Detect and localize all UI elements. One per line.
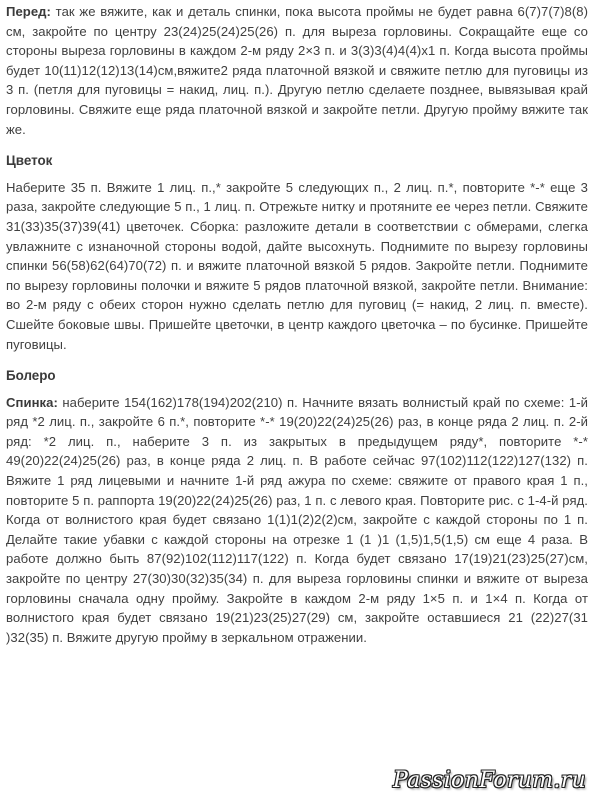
bolero-text: наберите 154(162)178(194)202(210) п. Начните вязать волнистый край по схеме: 1-й ряд *2 лиц. п., закройте 6 п.*, повторите *-* 19(20)22(24)25(26) раз, в конце ряда 2 лиц. п. 2-й ряд: *2 лиц. п., наберите 3 п. из закрытых в предыдущем ряду*, повторите *-* 49(20)22(24)25(26) раз, в конце ряда 2 лиц. п. В работе сейчас 97(102)112(122)127(132) п. Вяжите 1 ряд лицевыми и начните 1-й ряд ажура по схеме: свяжите от правого края 1 п., повторите 5 п. раппорта 19(20)22(24)25(26) раз, 1 п. с левого края. Повторите рис. с 1-4-й ряд. Когда от волнистого края будет связано 1(1)1(2)2(2)см, закройте с каждой стороны по 1 п. Делайте такие убавки с каждой стороны на отрезке 1 (1 )1 (1,5)1,5(1,5) см еще 4 раза. В работе должно быть 87(92)102(112)117(122) п. Когда будет связано 17(19)21(23)25(27)см, закройте по центру 27(30)30(32)35(34) п. для выреза горловины спинки и вяжите от выреза горловины сначала одну пройму. Закройте в каждом 2-м ряду 1×5 п. и 1×4 п. Когда от волнистого края будет связано 19(21)23(25)27(29) см, закройте оставшиеся 21 (22)27(31 )32(35) п. Вяжите другую пройму в зеркальном отражении.: [6, 394, 588, 645]
front-text: так же вяжите, как и деталь спинки, пока высота проймы не будет равна 6(7)7(7)8(8) см, закройте по центру 23(24)25(24)25(26) п. для выреза горловины. Сокращайте еще со стороны выреза горловины в каждом 2-м ряду 2×3 п. и 3(3)3(4)4(4)x1 п. Когда высота проймы будет 10(11)12(12)13(14)см,вяжите2 ряда платочной вязкой и свяжите петлю для пуговицы из 3 п. (петля для пуговицы = накид, лиц. п.). Другую петлю сделаете позднее, вывязывая край горловины. Свяжите еще ряда платочной вязкой и закройте петли. Другую пройму вяжите так же.: [6, 4, 588, 137]
bolero-lead: Спинка:: [6, 394, 58, 410]
flower-paragraph: Наберите 35 п. Вяжите 1 лиц. п.,* закройте 5 следующих п., 2 лиц. п.*, повторите *-* еще 3 раза, закройте следующие 5 п., 1 лиц. п. Отрежьте нитку и протяните ее через петли. Свяжите 31(33)35(37)39(41) цветочек. Сборка: разложите детали в соответствии с обмерами, слегка увлажните с изнаночной стороны водой, дайте высохнуть. Поднимите по вырезу горловины спинки 56(58)62(64)70(72) п. и вяжите платочной вязкой 5 рядов. Закройте петли. Поднимите по вырезу горловины полочки и вяжите 5 рядов платочной вязкой, закройте петли. Внимание: во 2-м ряду с обеих сторон нужно сделать петлю для пуговиц (= накид, 2 лиц. п. вместе). Сшейте боковые швы. Пришейте цветочки, в центр каждого цветочка – по бусинке. Пришейте пуговицы.: [6, 179, 588, 352]
flower-heading: Цветок: [6, 153, 53, 169]
front-paragraph: [6, 2, 588, 139]
front-lead: Перед:: [6, 4, 51, 19]
bolero-paragraph: [6, 393, 588, 648]
bolero-heading: Болеро: [6, 368, 56, 384]
site-watermark: PassionForum.ru: [393, 768, 586, 793]
